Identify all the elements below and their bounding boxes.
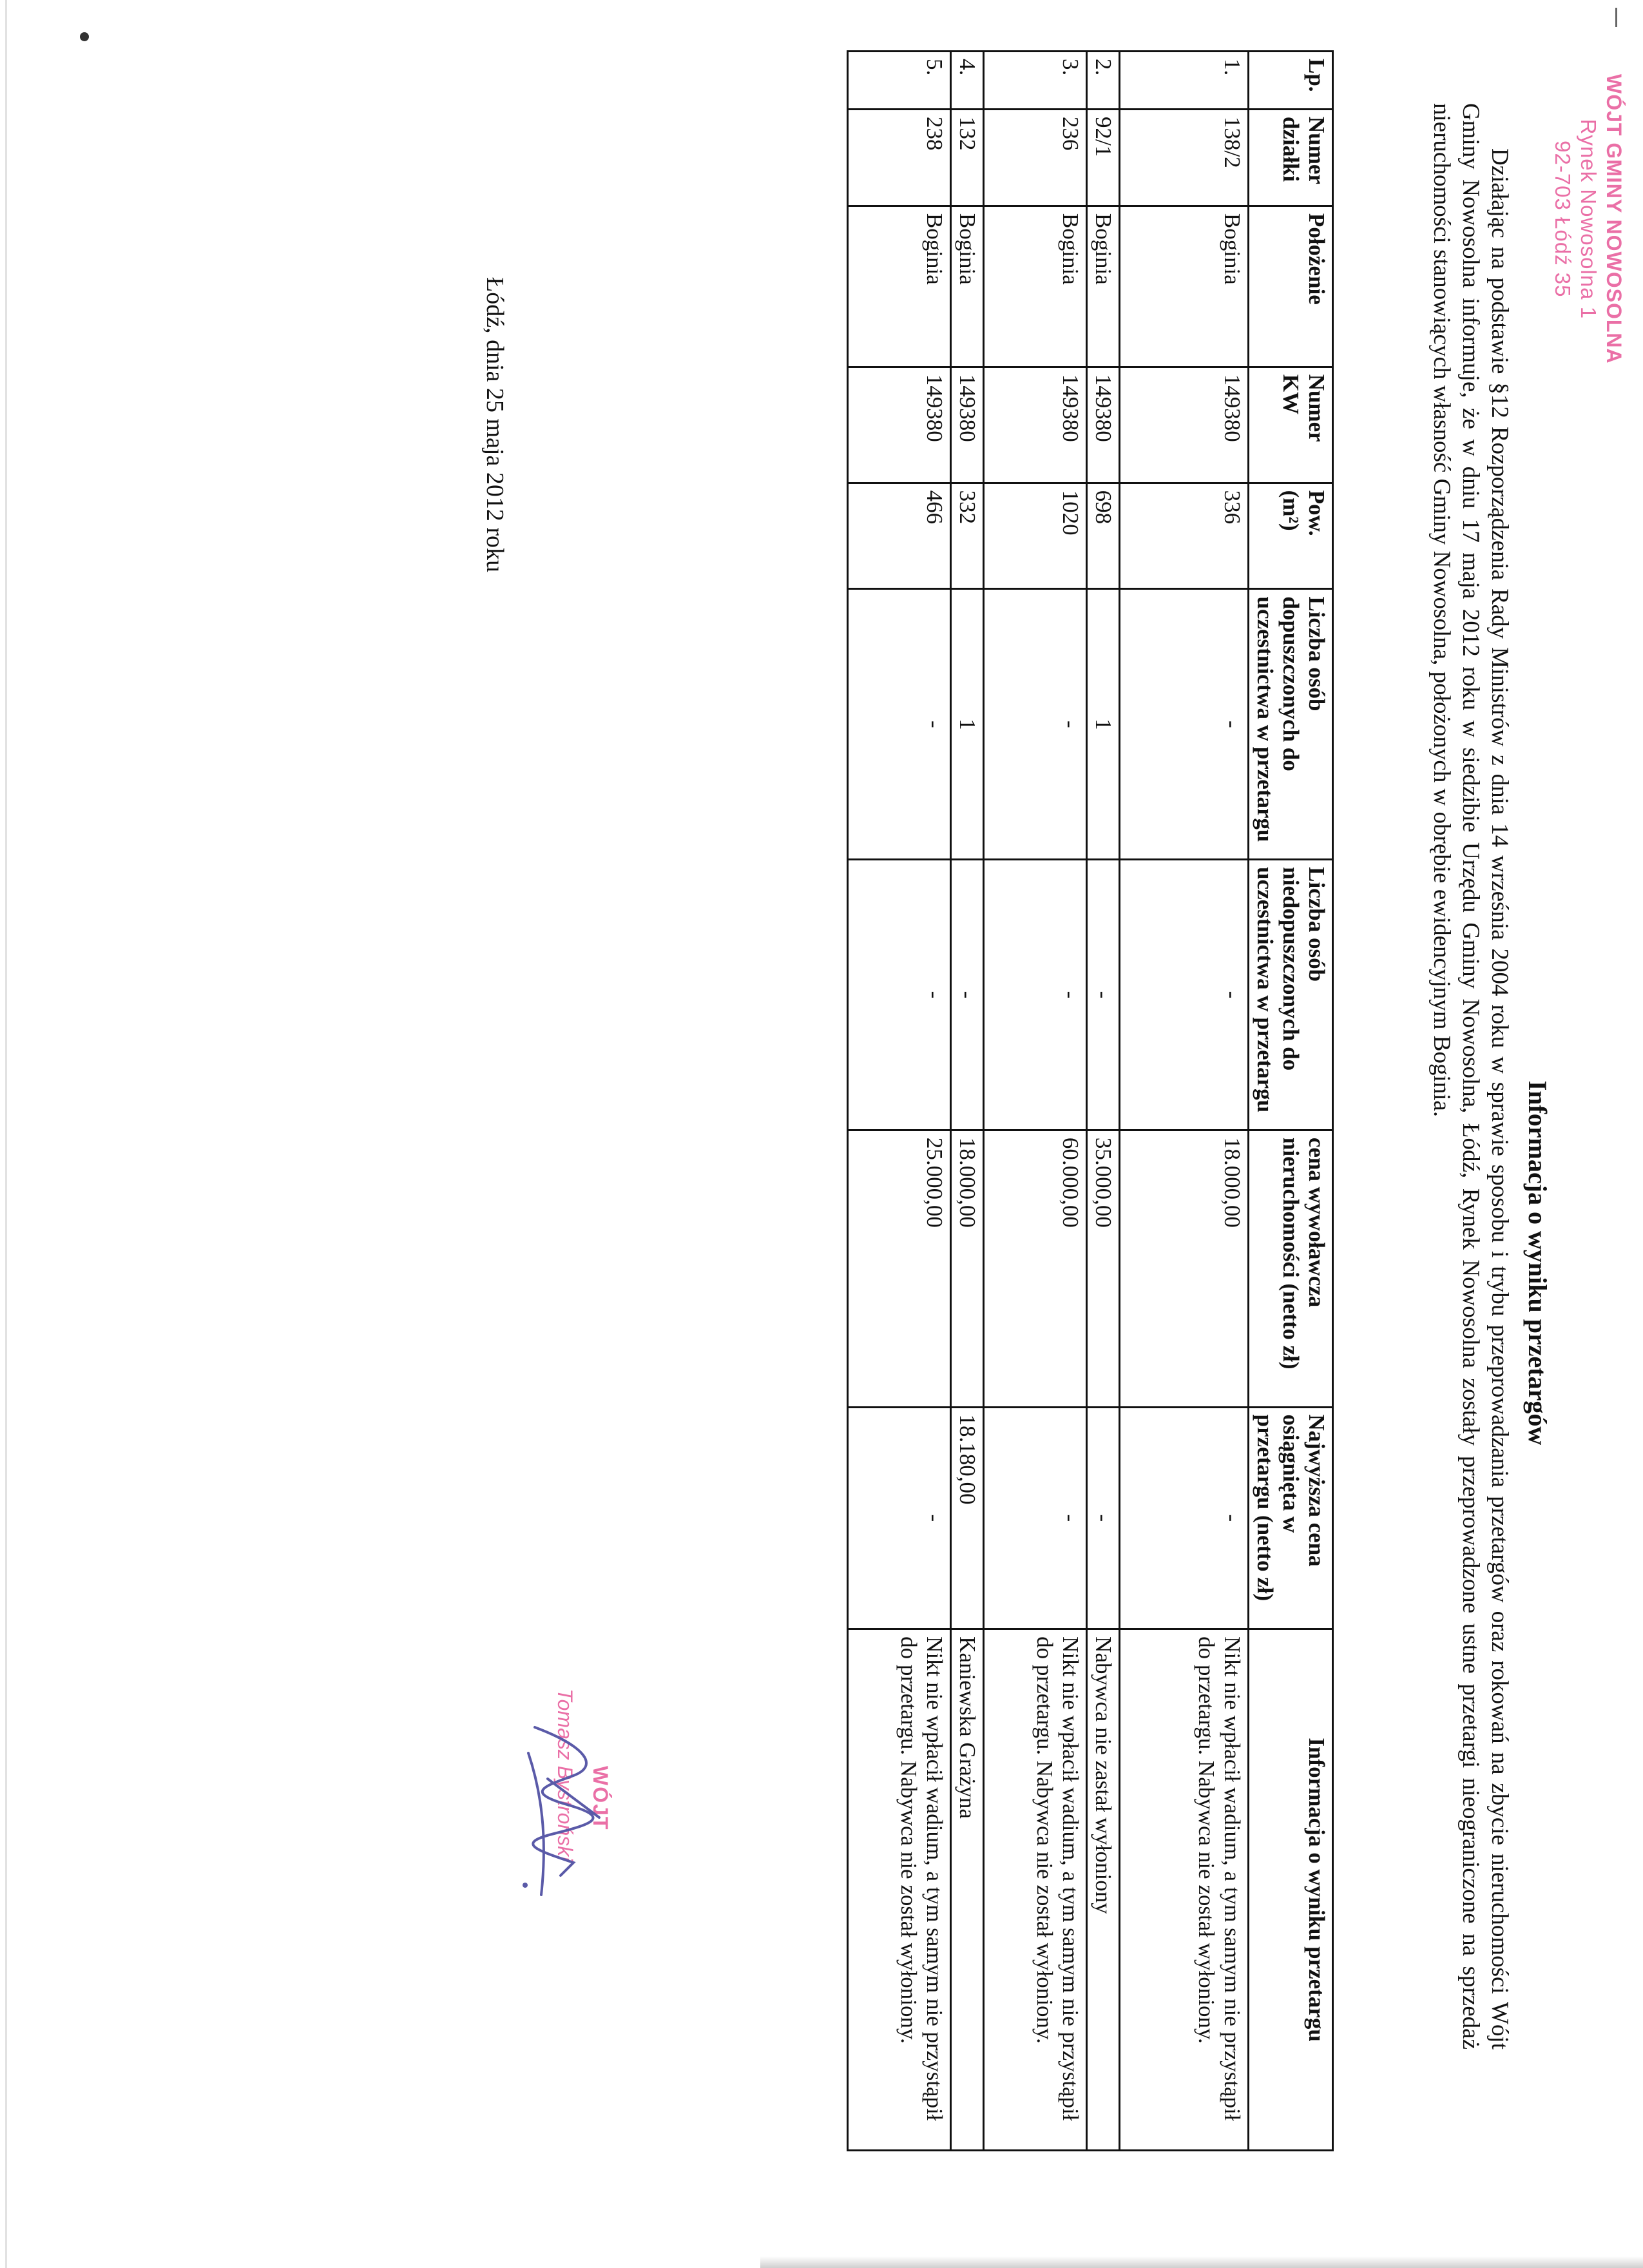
cell-kw: 149380: [951, 367, 984, 483]
cell-kw: 149380: [984, 367, 1087, 483]
header-numer-kw: Numer KW: [1249, 367, 1333, 483]
table-row: [848, 52, 951, 2151]
cell-pow: 1020: [984, 483, 1087, 589]
office-stamp: [1550, 74, 1627, 364]
table-row: [984, 52, 1087, 2151]
header-niedopuszczonych: Liczba osób niedopuszczonych do uczestnictwa w przetargu: [1249, 860, 1333, 1130]
intro-paragraph: Działając na podstawie §12 Rozporządzenia Rady Ministrów z dnia 14 września 2004 roku w sprawie sposobu i trybu przeprowadzania przetargów oraz rokowań na zbycie nieruchomości Wójt Gminy Nowosolna informuje, że w dniu 17 maja 2012 roku w siedzibie Urzędu Gminy Nowosolna, Łódź, Rynek Nowosolna zostały przeprowadzone ustne przetargi nieograniczone na sprzedaż nieruchomości stanowiących własność Gminy Nowosolna, położonych w obrębie ewidencyjnym Boginia.: [1428, 103, 1513, 2050]
header-najwyzsza-cena: Najwyższa cena osiągnięta w przetargu (netto zł): [1249, 1407, 1333, 1629]
header-pow: Pow. (m²): [1249, 483, 1333, 589]
cell-pow: 332: [951, 483, 984, 589]
table-row: [1120, 52, 1249, 2151]
cell-dop: -: [1120, 589, 1249, 860]
cell-dzialka: 132: [951, 109, 984, 206]
header-numer-dzialki: Numer działki: [1249, 109, 1333, 206]
table-row: [951, 52, 984, 2151]
cell-polozenie: Boginia: [848, 206, 951, 367]
cell-cena: 60.000,00: [984, 1130, 1087, 1407]
cell-kw: 149380: [848, 367, 951, 483]
cell-polozenie: Boginia: [984, 206, 1087, 367]
signature-stamp-title: WÓJT: [589, 1766, 612, 1831]
cell-niedop: -: [1120, 860, 1249, 1130]
cell-polozenie: Boginia: [951, 206, 984, 367]
cell-lp: 3.: [984, 52, 1087, 110]
cell-najwyzsza: -: [848, 1407, 951, 1629]
cell-cena: 18.000,00: [951, 1130, 984, 1407]
stamp-line-3: 92-703 Łódź 35: [1551, 141, 1575, 298]
cell-niedop: -: [848, 860, 951, 1130]
cell-lp: 2.: [1087, 52, 1120, 110]
cell-info: Nikt nie wpłacił wadium, a tym samym nie przystąpił do przetargu. Nabywca nie został wyłoniony.: [1120, 1629, 1249, 2151]
header-informacja: Informacja o wyniku przetargu: [1249, 1629, 1333, 2151]
cell-niedop: -: [951, 860, 984, 1130]
cell-cena: 18.000,00: [1120, 1130, 1249, 1407]
cell-pow: 466: [848, 483, 951, 589]
cell-kw: 149380: [1120, 367, 1249, 483]
stamp-line-1: WÓJT GMINY NOWOSOLNA: [1602, 74, 1626, 364]
cell-polozenie: Boginia: [1120, 206, 1249, 367]
header-cena-wywolawcza: cena wywoławcza nieruchomości (netto zł): [1249, 1130, 1333, 1407]
cell-info: Kaniewska Grażyna: [951, 1629, 984, 2151]
document-title: Informacja o wyniku przetargów: [1523, 1080, 1552, 1446]
stamp-line-2: Rynek Nowosolna 1: [1577, 119, 1600, 320]
cell-najwyzsza: -: [1087, 1407, 1120, 1629]
cell-dop: -: [848, 589, 951, 860]
cell-info: Nikt nie wpłacił wadium, a tym samym nie przystąpił do przetargu. Nabywca nie został wyłoniony.: [848, 1629, 951, 2151]
cell-dzialka: 92/1: [1087, 109, 1120, 206]
signature-stamp-name: Tomasz Bystroński: [553, 1689, 577, 1861]
cell-niedop: -: [984, 860, 1087, 1130]
cell-lp: 1.: [1120, 52, 1249, 110]
cell-dzialka: 138/2: [1120, 109, 1249, 206]
cell-cena: 25.000,00: [848, 1130, 951, 1407]
document-date: Łódź, dnia 25 maja 2012 roku: [481, 277, 508, 573]
table-header-row: [1249, 52, 1333, 2151]
cell-cena: 35.000,00: [1087, 1130, 1120, 1407]
header-lp: Lp.: [1249, 52, 1333, 110]
header-polozenie: Położenie: [1249, 206, 1333, 367]
header-dopuszczonych: Liczba osób dopuszczonych do uczestnictwa w przetargu: [1249, 589, 1333, 860]
cell-kw: 149380: [1087, 367, 1120, 483]
cell-pow: 336: [1120, 483, 1249, 589]
cell-najwyzsza: 18.180,00: [951, 1407, 984, 1629]
cell-dop: 1: [1087, 589, 1120, 860]
cell-info: Nikt nie wpłacił wadium, a tym samym nie przystąpił do przetargu. Nabywca nie został wyłoniony.: [984, 1629, 1087, 2151]
cell-dzialka: 238: [848, 109, 951, 206]
cell-dop: 1: [951, 589, 984, 860]
cell-info: Nabywca nie zastał wyłoniony: [1087, 1629, 1120, 2151]
cell-lp: 4.: [951, 52, 984, 110]
signature-block: [457, 1689, 612, 1959]
results-table: [847, 50, 1334, 2151]
cell-pow: 698: [1087, 483, 1120, 589]
cell-dop: -: [984, 589, 1087, 860]
handwritten-signature-icon: [509, 1714, 612, 1908]
table-row: [1087, 52, 1120, 2151]
cell-lp: 5.: [848, 52, 951, 110]
cell-polozenie: Boginia: [1087, 206, 1120, 367]
cell-najwyzsza: -: [984, 1407, 1087, 1629]
cell-najwyzsza: -: [1120, 1407, 1249, 1629]
cell-niedop: -: [1087, 860, 1120, 1130]
cell-dzialka: 236: [984, 109, 1087, 206]
